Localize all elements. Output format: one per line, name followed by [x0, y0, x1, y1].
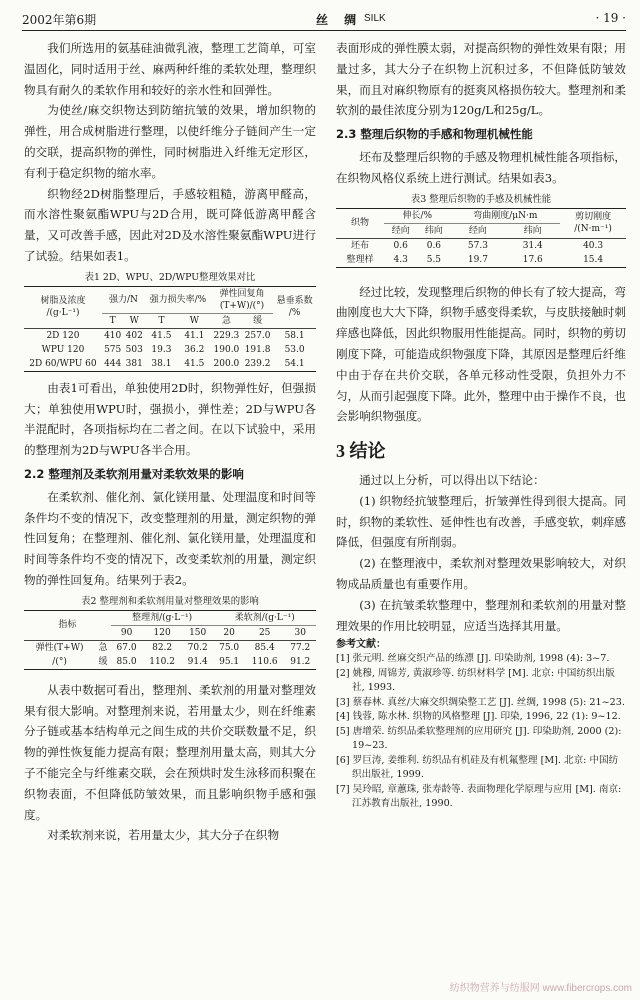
section-heading: 3 结论 [336, 441, 386, 462]
table-cell: 85.4 [254, 642, 275, 653]
table-cell: WPU 120 [41, 344, 85, 355]
conclusion-item: (1) 织物经抗皱整理后，折皱弹性得到很大提高。同时，织物的柔软性、延伸性也有改善，手感变软，刺痒感降低，但强度有所削弱。 [336, 493, 626, 550]
sub-header: 缓 [242, 313, 273, 328]
sub-header: W [178, 313, 211, 328]
table-2-caption: 表2 整理剂和柔软剂用量对整理效果的影响 [81, 595, 259, 607]
col-header: 伸长/% [384, 208, 450, 223]
table-3-caption: 表3 整理后织物的手感及机械性能 [410, 193, 552, 205]
table-cell: 19.3 [151, 344, 172, 355]
table-cell: 41.5 [151, 330, 172, 341]
table-cell: 2D 120 [46, 330, 80, 341]
col-header: 强力/N [102, 286, 145, 313]
col-header: 剪切刚度 [575, 212, 612, 223]
table-cell: 503 [125, 344, 143, 355]
col-header: 悬垂系数 [276, 296, 313, 307]
conclusion-item: (3) 在抗皱柔软整理中，整理剂和柔软剂的用量对整理效果的作用比较明显，应适当选择其用量。 [336, 597, 626, 633]
table-cell: 239.2 [244, 358, 271, 369]
conclusion-item: (2) 在整理液中，柔软剂对整理效果影响较大，对织物成品质量也有重要作用。 [336, 556, 626, 591]
reference-item: [6] 罗巨涛, 姜维利. 纺织品有机硅及有机氟整理 [M]. 北京: 中国纺织出版社, 1999. [336, 754, 619, 781]
sub-header: T [102, 313, 124, 328]
table-cell: 77.2 [290, 642, 311, 653]
col-header: 织物 [336, 208, 384, 238]
row-sublabel: 缓 [98, 656, 108, 667]
col-header: 柔软剂/(g·L⁻¹) [213, 610, 316, 625]
col-header: 树脂及浓度 [40, 296, 86, 307]
table-cell: 444 [104, 358, 122, 369]
col-header-unit: /(N·m⁻¹) [574, 224, 612, 235]
col-header-unit: /(g·L⁻¹) [46, 308, 80, 319]
table-row [24, 328, 316, 343]
table-cell: 110.2 [149, 656, 175, 667]
table-cell: 41.5 [184, 358, 205, 369]
paragraph: 我们所选用的氨基硅油微乳液，整理工艺简单，可室温固化，同时适用于丝、麻两种纤维的柔软处理，整理织物具有耐久的柔软作用和较好的亲水性和回弹性。 [24, 41, 316, 97]
row-sublabel: 急 [98, 642, 108, 653]
table-cell: 110.6 [251, 656, 278, 667]
paragraph: 对柔软剂来说，若用量太少，其大分子在织物 [47, 828, 280, 843]
table-cell: 381 [125, 358, 143, 369]
table-cell: 410 [104, 330, 122, 341]
left-column [24, 38, 316, 846]
running-header [22, 8, 626, 31]
paragraph: 坯布及整理后织物的手感及物理机械性能各项指标，在织物风格仪系统上进行测试。结果如表3。 [336, 149, 626, 185]
issue-label: 2002年第6期 [22, 13, 97, 27]
table-1 [24, 286, 316, 372]
table-cell: 4.3 [393, 254, 408, 265]
table-cell: 0.6 [393, 240, 408, 251]
table-row [24, 357, 316, 372]
table-cell: 82.2 [152, 642, 173, 653]
table-row [336, 238, 626, 253]
sub-header: 150 [182, 625, 213, 640]
paragraph: 从表中数据可看出，整理剂、柔软剂的用量对整理效果有很大影响。对整理剂来说，若用量太少，则在纤维素分子链或基本结构单元之间生成的共价交联数量不足，织物的弹性恢复能力提高有限；整理剂用量太高，则其大分子不能完全与纤维素交联，会在预烘时发生泳移而积聚在织物表面，不但降低防皱效果，而且影响织物手感和强度。 [24, 682, 316, 822]
table-cell: 19.7 [467, 254, 488, 265]
table-row [24, 640, 316, 655]
table-cell: 40.3 [583, 240, 604, 251]
table-cell: 15.4 [583, 254, 604, 265]
table-cell: 70.2 [187, 642, 208, 653]
col-header-unit: /% [288, 308, 301, 319]
table-cell: 257.0 [244, 330, 271, 341]
sub-header: W [123, 313, 145, 328]
right-column [336, 38, 626, 812]
table-cell: 54.1 [284, 358, 305, 369]
table-cell: 191.8 [244, 344, 271, 355]
table-cell: 36.2 [184, 344, 205, 355]
sub-header: 30 [285, 625, 317, 640]
table-cell: 229.3 [213, 330, 240, 341]
table-cell: 91.4 [187, 656, 208, 667]
table-cell: 190.0 [213, 344, 240, 355]
watermark: 纺织物营养与纺服网 www.fibercrops.com [449, 983, 632, 994]
table-row [24, 655, 316, 670]
section-heading: 2.3 整理后织物的手感和物理机械性能 [336, 127, 533, 142]
table-cell: 坯布 [351, 240, 370, 251]
col-header: 强力损失率/% [145, 286, 211, 313]
sub-header: 90 [111, 625, 142, 640]
reference-item: [2] 姚穆, 周锦芳, 黄淑珍等. 纺织材料学 [M]. 北京: 中国纺织出版社, 1993. [336, 667, 615, 694]
reference-item: [5] 唐增荣. 纺织品柔软整理剂的应用研究 [J]. 印染助剂, 2000 (2): 19~23. [336, 725, 622, 752]
sub-header: 经向 [384, 223, 417, 238]
paragraph: 经过比较，发现整理后织物的伸长有了较大提高，弯曲刚度也大大下降，织物手感变得柔软，与皮肤接触时刺痒感也降低，因此织物服用性能提高。同时，织物的剪切刚度下降，可能造成织物强度下降，其原因是整理后纤维中由于存在共价交联，各单元移动性受限，负担外力不匀，从而引起强度下降。此外，整理中由于操作不良，也会影响织物强度。 [336, 284, 626, 424]
table-cell: 91.2 [290, 656, 311, 667]
table-cell: 58.1 [284, 330, 305, 341]
reference-item: [7] 吴玲昭, 章蕙珠, 张寿龄等. 表面物理化学原理与应用 [M]. 南京: 江苏教育出版社, 1990. [336, 783, 622, 810]
sub-header: 纬向 [417, 223, 450, 238]
sub-header: 20 [213, 625, 244, 640]
table-cell: 53.0 [284, 344, 305, 355]
journal-title-en: SILK [364, 13, 386, 24]
reference-item: [4] 钱蓉, 陈水林. 织物的风格整理 [J]. 印染, 1996, 22 (1): 9~12. [336, 711, 621, 723]
paragraph: 表面形成的弹性膜太弱，对提高织物的弹性效果有限；用量过多，其大分子在织物上沉积过多，不但降低防皱效果，而且对麻织物原有的挺爽风格损伤较大。整理剂和柔软剂的最佳浓度分别为120g/L和25g/L。 [336, 41, 626, 118]
table-cell: 67.0 [116, 642, 137, 653]
col-header: 弯曲刚度/μN·m [450, 208, 560, 223]
table-3 [336, 208, 626, 268]
col-header: 指标 [24, 610, 111, 640]
journal-title: 丝 绸 [316, 13, 363, 27]
sub-header: 经向 [450, 223, 505, 238]
table-cell: 402 [125, 330, 143, 341]
table-cell: 17.6 [522, 254, 543, 265]
references-heading: 参考文献： [336, 639, 386, 651]
paragraph: 通过以上分析，可以得出以下结论： [359, 472, 545, 487]
table-cell: 75.0 [219, 642, 240, 653]
sub-header: T [145, 313, 178, 328]
paragraph: 在柔软剂、催化剂、氯化镁用量、处理温度和时间等条件均不变的情况下，改变整理剂的用量，测定织物的弹性回复角；在整理剂、催化剂、氯化镁用量，处理温度和时间等条件均不变的情况下，改变柔软剂的用量，测定织物的弹性回复角。结果列于表2。 [24, 489, 316, 587]
table-cell: 85.0 [116, 656, 137, 667]
row-label: /(°) [52, 656, 67, 667]
table-cell: 95.1 [219, 656, 240, 667]
table-cell: 200.0 [213, 358, 240, 369]
reference-item: [3] 蔡春林. 真丝/大麻交织绸染整工艺 [J]. 丝绸, 1998 (5): 21~23. [336, 696, 625, 708]
table-cell: 575 [104, 344, 122, 355]
table-cell: 38.1 [151, 358, 172, 369]
paragraph: 织物经2D树脂整理后，手感较粗糙，游离甲醛高，而水溶性聚氨酯WPU与2D合用，既可降低游离甲醛含量，又可改善手感，因此对2D及水溶性聚氨酯WPU进行了试验。结果如表1。 [24, 186, 316, 263]
page-number: · 19 · [595, 11, 626, 25]
table-cell: 57.3 [467, 240, 488, 251]
sub-header: 25 [245, 625, 285, 640]
paragraph: 为使丝/麻交织物达到防缩抗皱的效果，增加织物的弹性，用合成树脂进行整理，以使纤维分子链间产生一定的交联，提高织物的弹性，同时树脂进入纤维无定形区，有利于稳定织物的缩水率。 [24, 103, 316, 180]
section-heading: 2.2 整理剂及柔软剂用量对柔软效果的影响 [24, 466, 244, 481]
table-cell: 31.4 [522, 240, 543, 251]
col-header-unit: (T+W)/(°) [219, 300, 265, 311]
table-cell: 2D 60/WPU 60 [29, 358, 97, 369]
sub-header: 急 [211, 313, 242, 328]
col-header: 整理剂/(g·L⁻¹) [111, 610, 214, 625]
table-cell: 整理样 [346, 254, 374, 265]
table-row [24, 343, 316, 357]
table-cell: 5.5 [426, 254, 442, 265]
col-header: 弹性回复角 [219, 288, 265, 299]
sub-header: 纬向 [505, 223, 560, 238]
reference-item: [1] 张元明. 丝麻交织产品的练漂 [J]. 印染助剂, 1998 (4): 3~7. [336, 653, 610, 665]
paragraph: 由表1可看出，单独使用2D时，织物弹性好，但强损大；单独使用WPU时，强损小，弹性差；2D与WPU各半混配时，各项指标均在二者之间。在以下试验中，采用的整理剂为2D与WPU各半合用。 [24, 380, 316, 458]
sub-header: 120 [142, 625, 182, 640]
table-row [336, 253, 626, 268]
table-cell: 0.6 [426, 240, 442, 251]
table-1-caption: 表1 2D、WPU、2D/WPU整理效果对比 [84, 271, 256, 283]
table-2 [24, 610, 316, 670]
row-label: 弹性(T+W) [35, 642, 84, 653]
table-cell: 41.1 [184, 330, 205, 341]
